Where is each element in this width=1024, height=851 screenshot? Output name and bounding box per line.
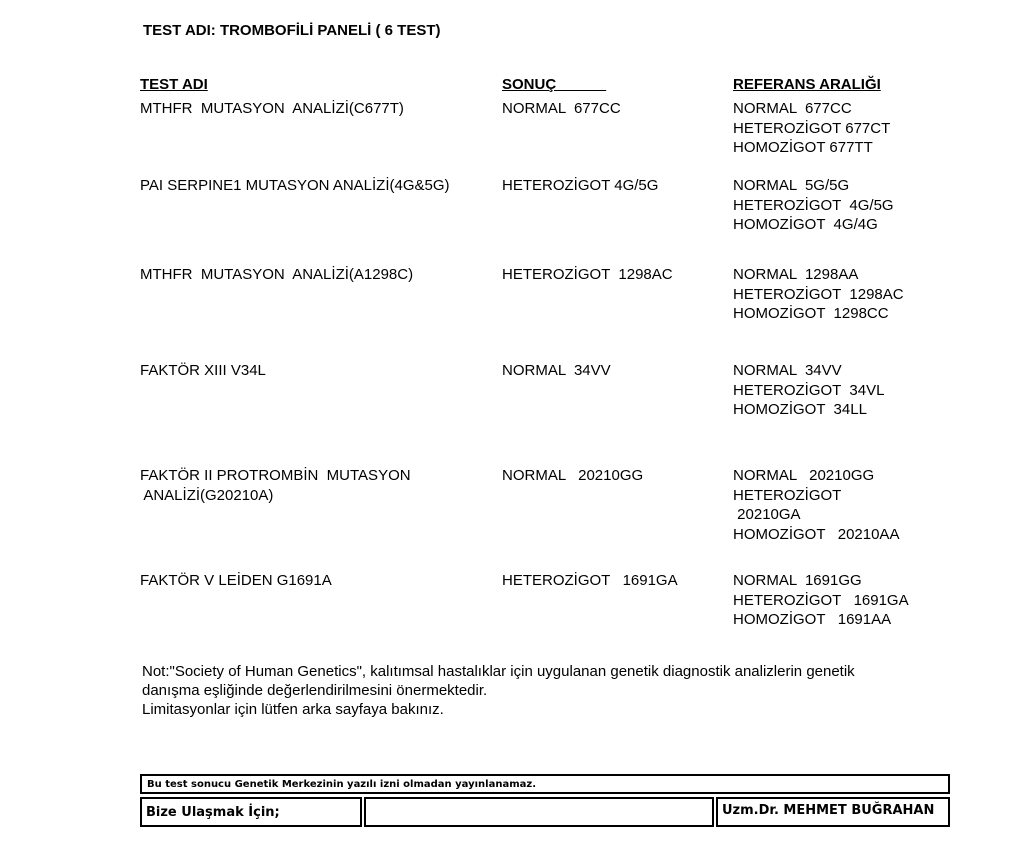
reference-cell-line: HOMOZİGOT 677TT xyxy=(733,139,873,156)
reference-cell xyxy=(733,265,904,324)
reference-cell-line: HOMOZİGOT 20210AA xyxy=(733,525,900,543)
note-line: danışma eşliğinde değerlendirilmesini önermektedir. xyxy=(142,682,488,699)
reference-cell-line: HETEROZİGOT 34VL xyxy=(733,381,885,399)
reference-cell-line: 20210GA xyxy=(733,506,801,523)
reference-cell-line: HOMOZİGOT 1298CC xyxy=(733,305,889,322)
reference-cell-line: HETEROZİGOT xyxy=(733,486,842,504)
reference-cell-line: HOMOZİGOT 1691AA xyxy=(733,611,892,628)
test-name-cell xyxy=(140,571,332,591)
note-line: Not:"Society of Human Genetics", kalıtımsal hastalıklar için uygulanan genetik diagnostik analizlerin genetik xyxy=(142,663,855,680)
reference-cell xyxy=(733,361,884,420)
note-block xyxy=(142,662,855,719)
reference-cell-line: NORMAL 677CC xyxy=(733,100,852,117)
test-name-cell-line: FAKTÖR II PROTROMBİN MUTASYON xyxy=(140,467,411,484)
reference-cell-line: HETEROZİGOT 1691GA xyxy=(733,591,909,609)
reference-cell-line: NORMAL 34VV xyxy=(733,362,842,379)
result-cell: NORMAL 677CC xyxy=(502,100,621,117)
footer-contact-value xyxy=(364,797,714,827)
result-cell: HETEROZİGOT 1691GA xyxy=(502,572,678,589)
note-line: Limitasyonlar için lütfen arka sayfaya bakınız. xyxy=(142,701,444,718)
reference-cell-line: NORMAL 5G/5G xyxy=(733,177,850,194)
reference-cell-line: NORMAL 1298AA xyxy=(733,266,859,283)
test-name-cell xyxy=(140,99,404,119)
test-name-cell xyxy=(140,466,411,505)
reference-cell xyxy=(733,176,894,235)
test-name-cell-line: FAKTÖR XIII V34L xyxy=(140,362,266,379)
header-test-name: TEST ADI xyxy=(140,76,208,93)
result-cell: NORMAL 20210GG xyxy=(502,467,644,484)
test-name-cell-line: ANALİZİ(G20210A) xyxy=(140,486,274,504)
reference-cell xyxy=(733,571,909,630)
result-cell: HETEROZİGOT 4G/5G xyxy=(502,177,659,194)
test-name-cell xyxy=(140,361,266,381)
test-name-cell-line: MTHFR MUTASYON ANALİZİ(A1298C) xyxy=(140,266,414,283)
test-name-cell-line: FAKTÖR V LEİDEN G1691A xyxy=(140,572,332,589)
reference-cell-line: HOMOZİGOT 34LL xyxy=(733,401,867,418)
reference-cell-line: NORMAL 20210GG xyxy=(733,467,875,484)
reference-cell-line: HETEROZİGOT 4G/5G xyxy=(733,196,894,214)
footer-disclaimer: Bu test sonucu Genetik Merkezinin yazılı izni olmadan yayınlanamaz. xyxy=(140,774,950,794)
test-name-cell xyxy=(140,265,413,285)
test-name-cell xyxy=(140,176,450,196)
footer-doctor-name: Uzm.Dr. MEHMET BUĞRAHAN xyxy=(716,797,950,827)
test-name-cell-line: PAI SERPINE1 MUTASYON ANALİZİ(4G&5G) xyxy=(140,177,450,194)
result-cell: HETEROZİGOT 1298AC xyxy=(502,266,673,283)
reference-cell-line: NORMAL 1691GG xyxy=(733,572,862,589)
header-reference-range: REFERANS ARALIĞI xyxy=(733,76,881,93)
report-title: TEST ADI: TROMBOFİLİ PANELİ ( 6 TEST) xyxy=(143,22,441,39)
header-result: SONUÇ xyxy=(502,76,607,93)
test-name-cell-line: MTHFR MUTASYON ANALİZİ(C677T) xyxy=(140,100,404,117)
reference-cell-line: HETEROZİGOT 677CT xyxy=(733,119,891,137)
result-cell: NORMAL 34VV xyxy=(502,362,611,379)
reference-cell xyxy=(733,99,890,158)
footer-contact-label: Bize Ulaşmak İçin; xyxy=(140,797,362,827)
reference-cell xyxy=(733,466,899,544)
reference-cell-line: HOMOZİGOT 4G/4G xyxy=(733,216,878,233)
reference-cell-line: HETEROZİGOT 1298AC xyxy=(733,285,904,303)
